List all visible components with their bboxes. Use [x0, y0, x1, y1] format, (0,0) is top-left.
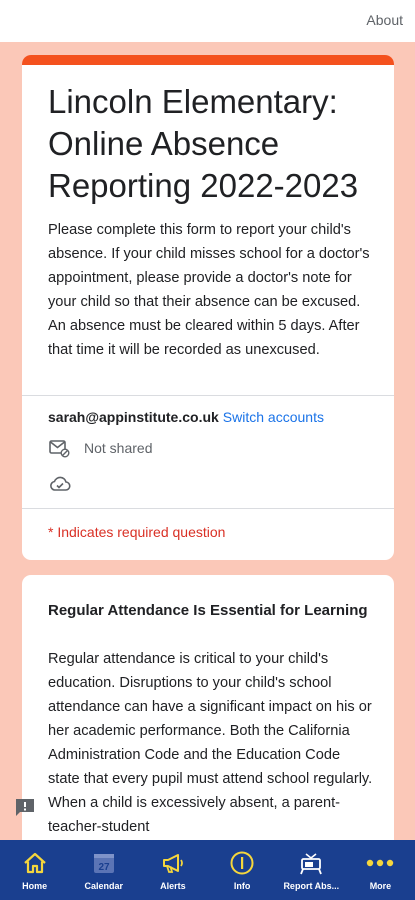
nav-label-more: More [369, 881, 392, 891]
account-email: sarah@appinstitute.co.uk [48, 409, 219, 425]
megaphone-icon [160, 850, 186, 876]
nav-label-info: Info [233, 881, 251, 891]
form-description: Please complete this form to report your child's absence. If your child misses school for a doctor's appointment, please provide a doctor's note for your child so that their absence can be excused. An absence must be cleared within 5 days. After that time it will be recorded as unexcused. [48, 222, 370, 358]
divider [22, 508, 394, 509]
nav-item-report-absence[interactable] [277, 840, 346, 900]
nav-item-more[interactable] [346, 840, 415, 900]
top-bar [0, 0, 415, 42]
nav-item-home[interactable] [0, 840, 69, 900]
card-accent-bar [22, 55, 394, 65]
section-card [22, 575, 394, 875]
more-icon [365, 850, 395, 876]
mail-not-shared-icon [48, 438, 70, 458]
not-shared-label: Not shared [84, 440, 153, 456]
not-shared-row [48, 438, 152, 458]
cloud-status-row [48, 473, 72, 495]
cloud-saved-icon [48, 473, 72, 495]
calendar-date: 27 [98, 862, 110, 873]
info-icon [229, 850, 255, 876]
report-absence-icon [298, 850, 324, 876]
section-body: Regular attendance is critical to your child's education. Disruptions to your child's school attendance can have a significant impact on his or her academic performance. Both the California Administration Code and the Education Code state that every pupil must attend school regularly. When a child is excessively absent, a parent-teacher-student [48, 651, 373, 835]
account-row [48, 409, 324, 425]
section-title: Regular Attendance Is Essential for Learning [48, 602, 368, 619]
bottom-navigation [0, 840, 415, 900]
switch-accounts-link[interactable]: Switch accounts [222, 409, 324, 425]
required-note: * Indicates required question [48, 524, 226, 540]
nav-item-calendar[interactable] [69, 840, 138, 900]
nav-label-calendar: Calendar [84, 881, 124, 891]
nav-item-alerts[interactable] [138, 840, 207, 900]
nav-label-home: Home [22, 881, 48, 891]
divider [22, 395, 394, 396]
form-header-card [22, 55, 394, 560]
nav-label-report-absence: Report Abs... [283, 881, 340, 891]
feedback-icon[interactable] [14, 797, 36, 817]
nav-item-info[interactable] [208, 840, 277, 900]
calendar-icon [91, 850, 117, 876]
form-title: Lincoln Elementary: Online Absence Reporting 2022-2023 [48, 83, 359, 204]
nav-label-alerts: Alerts [160, 881, 186, 891]
about-link[interactable]: About [366, 12, 403, 28]
home-icon [22, 850, 48, 876]
